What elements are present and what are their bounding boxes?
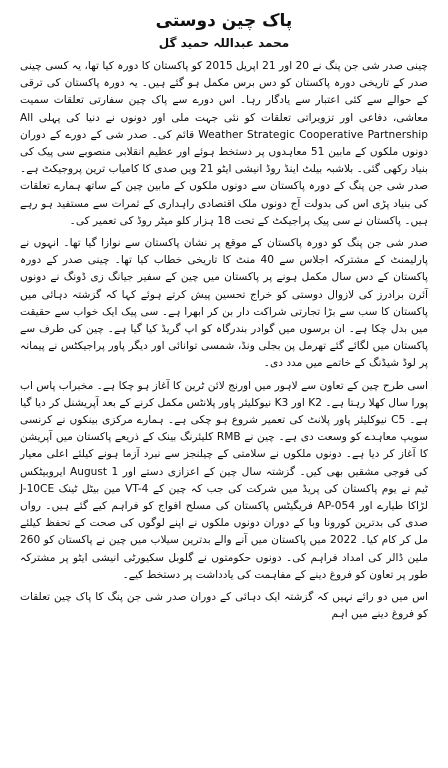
paragraph: اسی طرح چین کے تعاون سے لاہور میں اورنج لائن ٹرین کا آغاز ہو چکا ہے۔ مخبراب پاس اب پورا سال کھلا رہتا ہے۔ K2 اور K3 نیوکلیئر پاور پلانٹس مکمل کرنے کے بعد آپریشنل کر دیا گیا ہے۔ C5 نیوکلیئر پاور پلانٹ کی تعمیر شروع ہو چکی ہے۔ ہمارے مرکزی بینکوں نے کرنسی سویپ معاہدے کو وسعت دی ہے۔ چین نے RMB کلیئرنگ بینک کے ذریعے پاکستان میں آپریشن کا آغاز کر دیا ہے۔ دونوں ملکوں نے سلامتی کے چیلنجز سے نبرد آزما ہونے کیلئے اعلی معیار کی فوجی مشقیں بھی کیں۔ گزشتہ سال چین کے اعزازی دستے اور 1 August ایروبیٹکس ٹیم نے یوم پاکستان کی پریڈ میں شرکت کی جب کہ چین کے VT-4 مین بیٹل ٹینک J-10CE لڑاکا طیارے اور AP-054 فریگیٹس پاکستان کی مسلح افواج کو فراہم کیے گئے ہیں۔ رواں صدی کی بدترین کورونا وبا کے دوران دونوں ملکوں نے اپنے لوگوں کی صحت کے تحفظ کیلئے مل کر کام کیا۔ 2022 میں پاکستان میں آنے والے بدترین سیلاب میں چین نے پاکستان کو 260 ملین ڈالر کی امداد فراہم کی۔ دونوں حکومتوں نے گلوبل سکیورٹی انیشی ایٹو پر مشترکہ طور پر تعاون کو فروغ دینے کے مفاہمت کی یادداشت پر دستخط کیے۔ xyxy=(20,379,429,581)
paragraph: چینی صدر شی جن پنگ نے 20 اور 21 اپریل 2015 کو پاکستان کا دورہ کیا تھا، یہ کسی چینی صدر کے تاریخی دورہ پاکستان کو دس برس مکمل ہو گئے ہیں۔ یہ دورہ پاکستان کی ترقی کے حوالے سے کئی اعتبار سے یادگار رہا۔ اس دورے سے پاک چین سفارتی تعلقات سمیت معاشی، دفاعی اور تزویراتی تعلقات کو نئی جہت ملی اور دونوں نے دنیا کی پہلی All Weather Strategic Cooperative Partnership قائم کی۔ صدر شی کے دورے کے دوران دونوں ملکوں کے مابین 51 معاہدوں پر دستخط ہوئے اور عظیم انقلابی منصوبے سی پیک کی بنیاد رکھی گئی۔ بلاشبہ بیلٹ اینڈ روڈ انیشی ایٹو 21 ویں صدی کا کامیاب ترین پروجیکٹ ہے۔ صدر شی جن پنگ کے دورہ پاکستان سے دونوں ملکوں کے مابین چین کے ساتھ ہمارے تعلقات کی بنیاد پڑی اس کی بدولت آج دونوں ملک اقتصادی راہداری کے ثمرات سے مستفید ہو رہے ہیں۔ پاکستان نے سی پیک پراجیکٹ کے تحت 18 ہزار کلو میٹر روڈ کی تعمیر کی۔ xyxy=(20,60,428,227)
article-title: پاک چین دوستی xyxy=(155,11,293,31)
article-body xyxy=(20,58,428,624)
paragraph: اس میں دو رائے نہیں کہ گزشتہ ایک دہائی کے دوران صدر شی جن پنگ کا پاک چین تعلقات کو فروغ دینے میں اہم xyxy=(20,591,428,621)
paragraph: صدر شی جن پنگ کو دورہ پاکستان کے موقع پر نشان پاکستان سے نوازا گیا تھا۔ انہوں نے پارلیمنٹ کے مشترکہ اجلاس سے 40 منٹ کا تاریخی خطاب کیا تھا۔ چینی صدر کے دورہ پاکستان کے دس سال مکمل ہونے پر پاکستان میں چین کے سفیر جیانگ زی ڈونگ نے دونوں آئرن برادرز کی لازوال دوستی کو خراج تحسین پیش کرتے ہوئے کہا کہ گزشتہ دہائی میں پاکستان کا سب سے بڑا تجارتی شراکت دار بن کر ابھرا ہے۔ سی پیک ایک خواب سے حقیقت میں بدل چکا ہے۔ ان برسوں میں گوادر بندرگاہ کو اپ گریڈ کیا گیا ہے۔ چین کی طرف سے پاکستان میں لگائے گئے تھرمل پن بجلی ونڈ، شمسی توانائی اور دیگر پاور پراجیکٹس نے پیمانہ پر لوڈ شیڈنگ کے خاتمے میں مدد دی۔ xyxy=(20,237,428,370)
article-author: محمد عبداللہ حمید گل xyxy=(158,36,290,50)
